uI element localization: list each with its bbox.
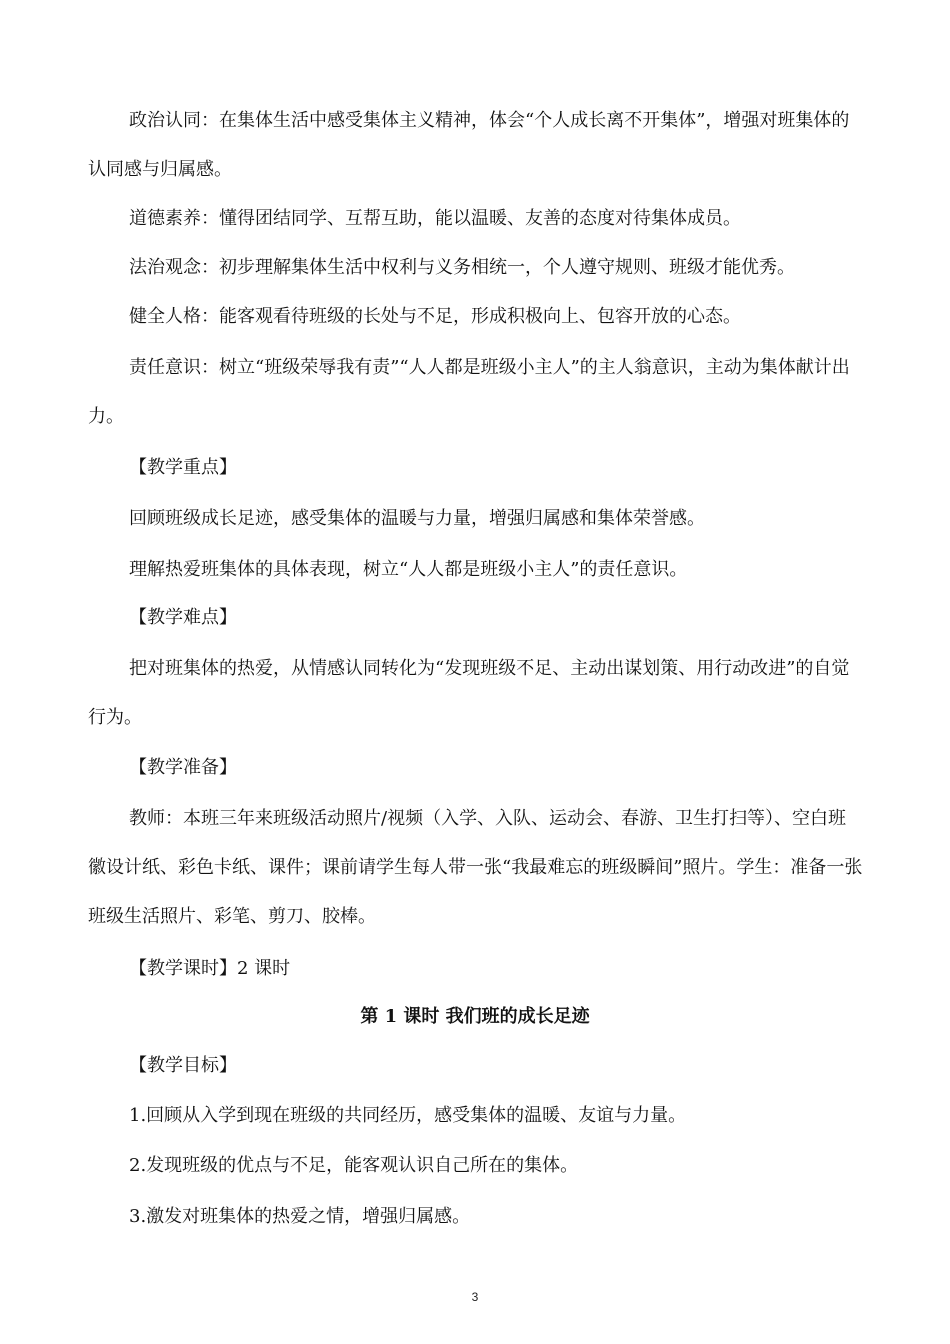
difficulties-text: 把对班集体的热爱，从情感认同转化为“发现班级不足、主动出谋划策、用行动改进”的自觉行为。	[88, 658, 850, 728]
paragraph-healthy-personality: 健全人格：能客观看待班级的长处与不足，形成积极向上、包容开放的心态。	[129, 306, 741, 327]
paragraph-legal-concept: 法治观念：初步理解集体生活中权利与义务相统一，个人遵守规则、班级才能优秀。	[129, 257, 795, 278]
paragraph-political-identity: 政治认同：在集体生活中感受集体主义精神，体会“个人成长离不开集体”，增强对班集体的认同感与归属感。	[88, 110, 850, 180]
key-point-item: 理解热爱班集体的具体表现，树立“人人都是班级小主人”的责任意识。	[129, 559, 688, 580]
page-number: 3	[471, 1290, 479, 1304]
lesson-title: 第 1 课时 我们班的成长足迹	[360, 1006, 590, 1027]
objective-item: 1.回顾从入学到现在班级的共同经历，感受集体的温暖、友谊与力量。	[129, 1105, 687, 1126]
heading-key-points: 【教学重点】	[129, 457, 237, 478]
key-point-item: 回顾班级成长足迹，感受集体的温暖与力量，增强归属感和集体荣誉感。	[129, 508, 705, 529]
paragraph-responsibility: 责任意识：树立“班级荣辱我有责”“人人都是班级小主人”的主人翁意识，主动为集体献计出力。	[88, 357, 850, 427]
heading-preparation: 【教学准备】	[129, 757, 237, 778]
paragraph-moral-quality: 道德素养：懂得团结同学、互帮互助，能以温暖、友善的态度对待集体成员。	[129, 208, 741, 229]
objective-item: 2.发现班级的优点与不足，能客观认识自己所在的集体。	[129, 1155, 579, 1176]
heading-objectives: 【教学目标】	[129, 1055, 237, 1076]
class-hours: 【教学课时】2 课时	[129, 958, 291, 979]
heading-difficulties: 【教学难点】	[129, 607, 237, 628]
preparation-text: 教师：本班三年来班级活动照片/视频（入学、入队、运动会、春游、卫生打扫等）、空白班徽设计纸、彩色卡纸、课件；课前请学生每人带一张“我最难忘的班级瞬间”照片。学生：准备一张班级生活照片、彩笔、剪刀、胶棒。	[88, 808, 863, 927]
objective-item: 3.激发对班集体的热爱之情，增强归属感。	[129, 1206, 471, 1227]
